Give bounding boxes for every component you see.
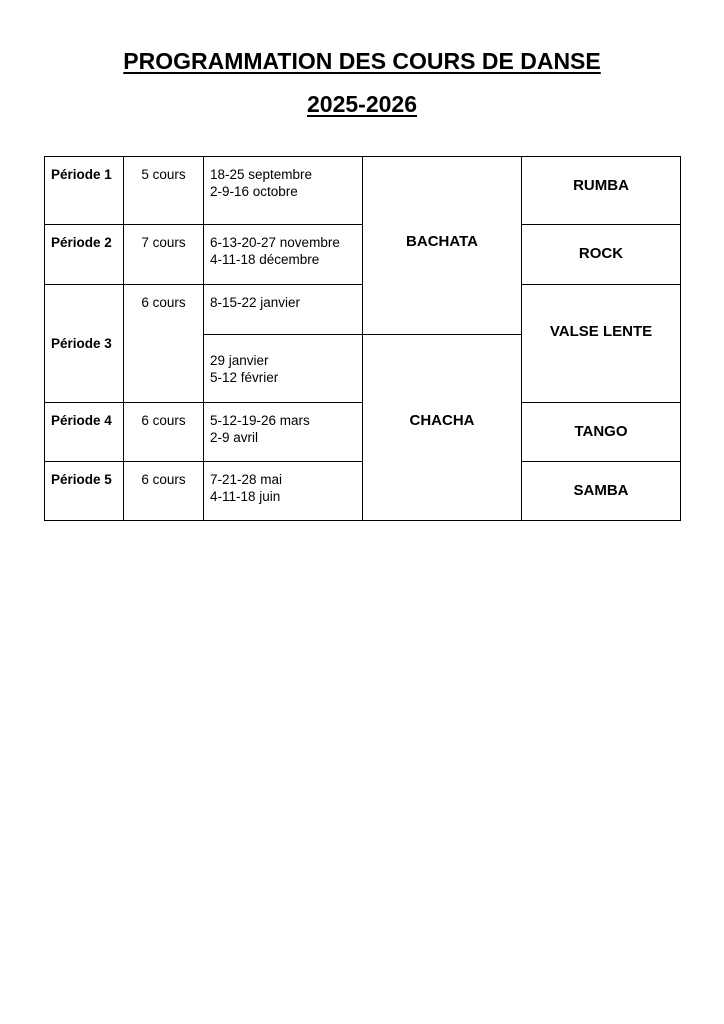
course-cell [522,285,681,403]
date-line: 6-13-20-27 novembre [210,235,340,250]
dates-cell [204,403,363,462]
course-count: 5 cours [141,167,186,182]
dates-cell [204,225,363,285]
course-cell [522,225,681,285]
course-count: 6 cours [141,295,186,310]
course-name: ROCK [578,245,624,262]
dance-label: BACHATA [406,233,478,250]
course-count: 6 cours [141,472,186,487]
course-name: RUMBA [573,177,629,194]
course-name: SAMBA [573,482,629,499]
period-label: Période 3 [51,336,112,351]
dates-cell [204,285,363,335]
course-cell [522,157,681,225]
table-row [45,157,681,225]
period-label: Période 4 [51,413,112,428]
period-label: Période 1 [51,167,112,182]
period-cell [45,403,124,462]
count-cell [124,157,204,225]
dance-cell-chacha [363,335,522,521]
period-label: Période 5 [51,472,112,487]
date-line: 5-12-19-26 mars [210,413,310,428]
course-count: 6 cours [141,413,186,428]
course-name: VALSE LENTE [549,323,653,340]
dance-label: CHACHA [409,412,475,429]
period-cell [45,462,124,521]
date-line: 7-21-28 mai [210,472,283,487]
date-line: 2-9 avril [210,430,259,445]
date-line: 8-15-22 janvier [210,295,301,310]
dates-cell [204,462,363,521]
course-name: TANGO [574,423,628,440]
course-count: 7 cours [141,235,186,250]
count-cell [124,225,204,285]
period-cell [45,225,124,285]
count-cell [124,403,204,462]
course-cell [522,403,681,462]
dance-cell-bachata [363,157,522,335]
date-line: 2-9-16 octobre [210,184,298,199]
period-cell [45,285,124,403]
schedule-table [44,156,681,521]
date-line: 4-11-18 juin [210,489,281,504]
date-line: 4-11-18 décembre [210,252,320,267]
date-line: 5-12 février [210,370,279,385]
document-title: PROGRAMMATION DES COURS DE DANSE [123,48,601,74]
dates-cell [204,157,363,225]
count-cell [124,462,204,521]
period-cell [45,157,124,225]
date-line: 29 janvier [210,353,269,368]
date-line: 18-25 septembre [210,167,313,182]
document-year: 2025-2026 [307,91,417,117]
dates-cell [204,335,363,403]
count-cell [124,285,204,403]
period-label: Période 2 [51,235,112,250]
course-cell [522,462,681,521]
